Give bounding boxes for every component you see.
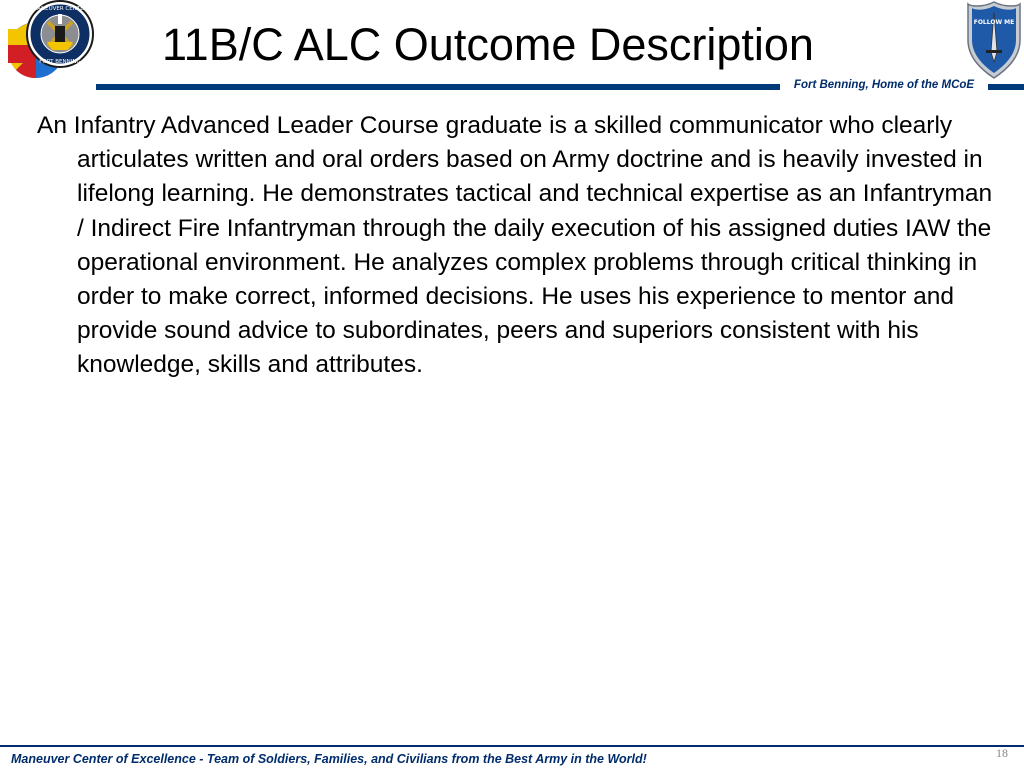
slide-title: 11B/C ALC Outcome Description bbox=[162, 19, 814, 70]
footer-rule bbox=[0, 745, 1024, 747]
header-rule-left bbox=[96, 84, 780, 90]
seal-text-top: MANEUVER CENTER bbox=[32, 6, 88, 12]
footer-motto: Maneuver Center of Excellence - Team of Soldiers, Families, and Civilians from the Best Army in the World! bbox=[11, 752, 647, 766]
outcome-description-paragraph: An Infantry Advanced Leader Course graduate is a skilled communicator who clearly articulates written and oral orders based on Army doctrine and is heavily invested in lifelong learning. He demonstrates tactical and technical expertise as an Infantryman / Indirect Fire Infantryman through the daily execution of his assigned duties IAW the operational environment. He analyzes complex problems through critical thinking in order to make correct, informed decisions. He uses his experience to mentor and provide sound advice to subordinates, peers and superiors consistent with his knowledge, skills and attributes. bbox=[37, 112, 993, 379]
seal-text-bottom: FORT BENNING bbox=[39, 59, 81, 65]
follow-me-infantry-shield-icon bbox=[966, 0, 1022, 80]
page-number: 18 bbox=[996, 746, 1008, 760]
header-rule-right bbox=[988, 84, 1024, 90]
maneuver-center-seal-icon bbox=[2, 0, 98, 80]
header-tagline: Fort Benning, Home of the MCoE bbox=[793, 79, 975, 91]
shield-motto: FOLLOW ME bbox=[973, 19, 1015, 26]
